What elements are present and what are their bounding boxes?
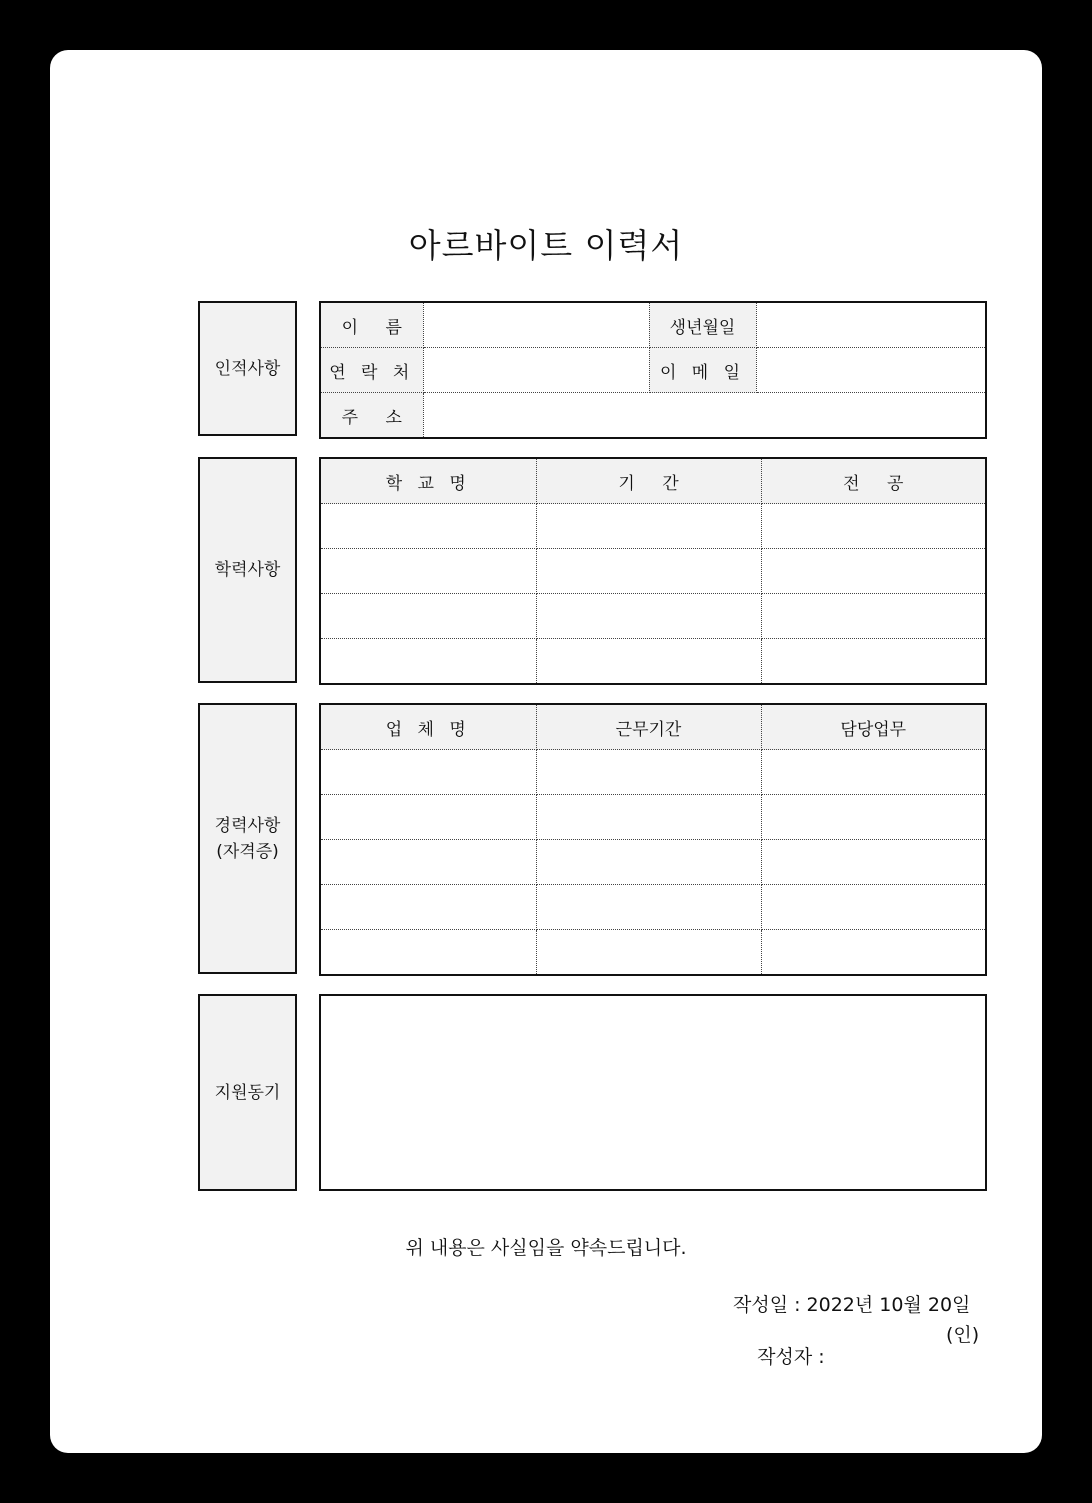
table-cell[interactable] [320, 840, 536, 885]
education-header-school: 학 교 명 [320, 458, 536, 504]
table-row [320, 885, 986, 930]
email-label: 이 메 일 [649, 348, 756, 393]
personal-info-table [319, 301, 987, 439]
table-cell[interactable] [536, 639, 761, 685]
table-cell[interactable] [536, 750, 761, 795]
table-cell[interactable] [536, 885, 761, 930]
pledge-text: 위 내용은 사실임을 약속드립니다. [405, 1237, 687, 1259]
section-label-career [198, 703, 297, 974]
name-field[interactable] [423, 302, 649, 348]
section-label-personal [198, 301, 297, 436]
written-date: 작성일 : 2022년 10월 20일 [733, 1294, 971, 1316]
table-cell[interactable] [761, 549, 986, 594]
table-cell[interactable] [536, 504, 761, 549]
table-cell[interactable] [761, 594, 986, 639]
table-cell[interactable] [761, 840, 986, 885]
email-field[interactable] [756, 348, 986, 393]
table-row [320, 594, 986, 639]
table-cell[interactable] [320, 930, 536, 976]
table-cell[interactable] [761, 504, 986, 549]
birth-label: 생년월일 [649, 302, 756, 348]
table-cell[interactable] [536, 594, 761, 639]
table-cell[interactable] [320, 639, 536, 685]
table-cell[interactable] [761, 639, 986, 685]
table-cell[interactable] [320, 504, 536, 549]
table-row [320, 750, 986, 795]
section-label-motive [198, 994, 297, 1191]
section-label-education [198, 457, 297, 683]
contact-label: 연 락 처 [320, 348, 423, 393]
document-title: 아르바이트 이력서 [408, 226, 684, 265]
table-row [320, 840, 986, 885]
table-cell[interactable] [761, 885, 986, 930]
contact-field[interactable] [423, 348, 649, 393]
career-header-period: 근무기간 [536, 704, 761, 750]
table-cell[interactable] [761, 750, 986, 795]
address-field[interactable] [423, 393, 986, 439]
table-cell[interactable] [761, 795, 986, 840]
birth-field[interactable] [756, 302, 986, 348]
table-cell[interactable] [761, 930, 986, 976]
personal-section-label: 인적사항 [214, 358, 281, 379]
education-section-label: 학력사항 [214, 560, 281, 580]
career-table [319, 703, 987, 976]
career-header-duty: 담당업무 [761, 704, 986, 750]
education-header-period: 기 간 [536, 458, 761, 504]
career-section-label-line1: 경력사항 [214, 815, 281, 836]
table-cell[interactable] [536, 840, 761, 885]
motive-section-label: 지원동기 [214, 1082, 281, 1103]
career-section-label-line2: (자격증) [216, 841, 279, 862]
table-cell[interactable] [320, 594, 536, 639]
author-line [733, 1320, 983, 1413]
table-row [320, 504, 986, 549]
education-header-major: 전 공 [761, 458, 986, 504]
table-cell[interactable] [320, 885, 536, 930]
table-row [320, 930, 986, 976]
table-cell[interactable] [536, 795, 761, 840]
resume-page [50, 50, 1042, 1453]
table-cell[interactable] [536, 930, 761, 976]
education-table [319, 457, 987, 685]
table-row [320, 795, 986, 840]
name-label: 이 름 [320, 302, 423, 348]
table-cell[interactable] [320, 549, 536, 594]
career-header-company: 업 체 명 [320, 704, 536, 750]
author-label: 작성자 : [757, 1346, 825, 1368]
seal-mark: (인) [946, 1324, 980, 1346]
table-row [320, 549, 986, 594]
table-cell[interactable] [320, 750, 536, 795]
table-cell[interactable] [536, 549, 761, 594]
motive-field[interactable] [319, 994, 987, 1191]
table-cell[interactable] [320, 795, 536, 840]
table-row [320, 639, 986, 685]
address-label: 주 소 [320, 393, 423, 439]
